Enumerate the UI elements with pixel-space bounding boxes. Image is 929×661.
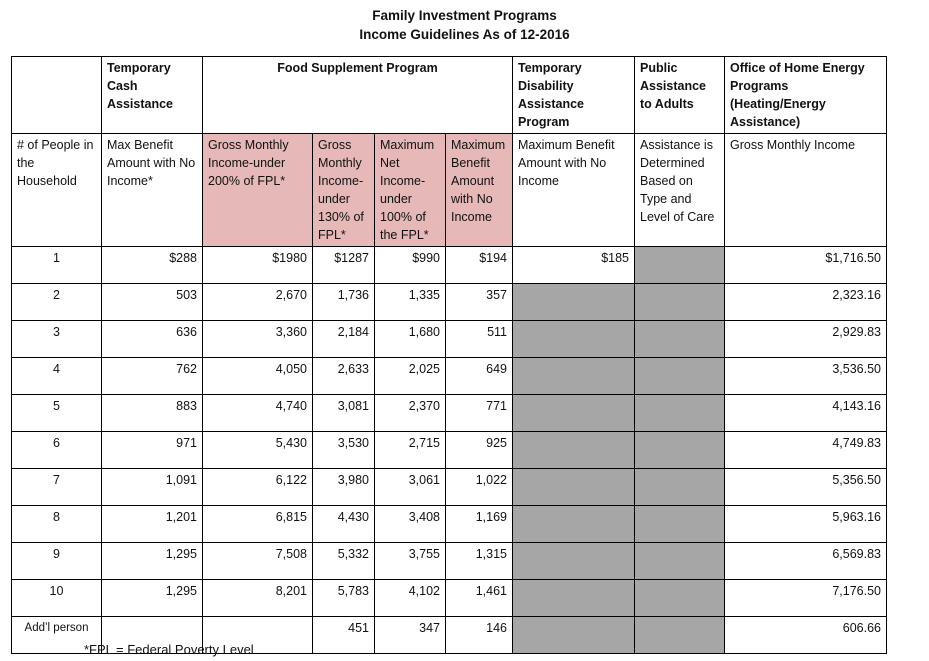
table-cell: $1980 bbox=[203, 247, 313, 284]
table-cell bbox=[513, 395, 635, 432]
table-cell: 347 bbox=[375, 617, 446, 654]
table-cell: 5,963.16 bbox=[725, 506, 887, 543]
column-header: Assistance is Determined Based on Type and Level of Care bbox=[635, 134, 725, 247]
column-header: Maximum Benefit Amount with No Income bbox=[446, 134, 513, 247]
table-cell: 511 bbox=[446, 321, 513, 358]
table-cell: 3,980 bbox=[313, 469, 375, 506]
table-cell: 1,295 bbox=[102, 543, 203, 580]
table-cell bbox=[635, 247, 725, 284]
table-cell bbox=[635, 321, 725, 358]
income-guidelines-table bbox=[11, 56, 887, 654]
column-header: Maximum Net Income-under 100% of the FPL* bbox=[375, 134, 446, 247]
table-row bbox=[12, 543, 887, 580]
table-cell: 4,430 bbox=[313, 506, 375, 543]
table-cell: 2,184 bbox=[313, 321, 375, 358]
table-cell bbox=[635, 395, 725, 432]
table-cell: 1,169 bbox=[446, 506, 513, 543]
table-cell: 7 bbox=[12, 469, 102, 506]
table-cell: 1,335 bbox=[375, 284, 446, 321]
table-cell: 4 bbox=[12, 358, 102, 395]
table-cell: 4,102 bbox=[375, 580, 446, 617]
page-subtitle: Income Guidelines As of 12-2016 bbox=[359, 27, 570, 42]
table-cell: 357 bbox=[446, 284, 513, 321]
table-cell: 1,201 bbox=[102, 506, 203, 543]
table-cell: 2,715 bbox=[375, 432, 446, 469]
table-cell: 3,530 bbox=[313, 432, 375, 469]
table-cell: 636 bbox=[102, 321, 203, 358]
table-cell: 2,929.83 bbox=[725, 321, 887, 358]
header-group-ohep: Office of Home Energy Programs (Heating/Energy Assistance) bbox=[725, 57, 887, 134]
table-cell: 606.66 bbox=[725, 617, 887, 654]
table-cell: 6,569.83 bbox=[725, 543, 887, 580]
table-cell: 883 bbox=[102, 395, 203, 432]
table-row bbox=[12, 284, 887, 321]
table-cell: 1 bbox=[12, 247, 102, 284]
table-cell: 3,536.50 bbox=[725, 358, 887, 395]
column-header: Gross Monthly Income-under 200% of FPL* bbox=[203, 134, 313, 247]
table-cell: 1,680 bbox=[375, 321, 446, 358]
table-cell: 2,633 bbox=[313, 358, 375, 395]
table-cell: 451 bbox=[313, 617, 375, 654]
table-row bbox=[12, 432, 887, 469]
table-cell bbox=[635, 432, 725, 469]
table-cell: 649 bbox=[446, 358, 513, 395]
table-cell: $990 bbox=[375, 247, 446, 284]
table-cell: 2,670 bbox=[203, 284, 313, 321]
table-cell: 2,323.16 bbox=[725, 284, 887, 321]
table-cell: 3,081 bbox=[313, 395, 375, 432]
column-header: Gross Monthly Income bbox=[725, 134, 887, 247]
table-cell bbox=[513, 469, 635, 506]
table-cell: 771 bbox=[446, 395, 513, 432]
table-cell: 762 bbox=[102, 358, 203, 395]
table-cell: 7,508 bbox=[203, 543, 313, 580]
table-cell bbox=[513, 506, 635, 543]
table-cell: 3,408 bbox=[375, 506, 446, 543]
table-cell: 1,295 bbox=[102, 580, 203, 617]
table-cell: $1287 bbox=[313, 247, 375, 284]
table-cell: 5 bbox=[12, 395, 102, 432]
table-cell: 2,370 bbox=[375, 395, 446, 432]
table-cell bbox=[635, 284, 725, 321]
table-cell: 1,736 bbox=[313, 284, 375, 321]
table-row bbox=[12, 395, 887, 432]
table-cell: Add’l person bbox=[12, 617, 102, 654]
table-cell: 5,332 bbox=[313, 543, 375, 580]
header-row-groups bbox=[12, 57, 887, 134]
table-cell bbox=[513, 284, 635, 321]
table-row bbox=[12, 321, 887, 358]
table-cell: 8 bbox=[12, 506, 102, 543]
table-cell: $194 bbox=[446, 247, 513, 284]
column-header: Maximum Benefit Amount with No Income bbox=[513, 134, 635, 247]
table-cell: 6,815 bbox=[203, 506, 313, 543]
header-group-tdap: Temporary Disability Assistance Program bbox=[513, 57, 635, 134]
table-cell: 971 bbox=[102, 432, 203, 469]
table-cell bbox=[635, 358, 725, 395]
table-cell: 1,091 bbox=[102, 469, 203, 506]
table-cell bbox=[635, 506, 725, 543]
header-group-tca: Temporary Cash Assistance bbox=[102, 57, 203, 134]
table-cell: 4,050 bbox=[203, 358, 313, 395]
table-cell: 925 bbox=[446, 432, 513, 469]
table-cell: 8,201 bbox=[203, 580, 313, 617]
column-header: Gross Monthly Income-under 130% of FPL* bbox=[313, 134, 375, 247]
table-cell: 4,143.16 bbox=[725, 395, 887, 432]
header-row-columns bbox=[12, 134, 887, 247]
table-cell: $185 bbox=[513, 247, 635, 284]
table-cell: 5,783 bbox=[313, 580, 375, 617]
table-cell: 4,749.83 bbox=[725, 432, 887, 469]
table-cell: 1,315 bbox=[446, 543, 513, 580]
header-group-fsp: Food Supplement Program bbox=[203, 57, 513, 134]
table-cell bbox=[513, 543, 635, 580]
table-cell: 1,022 bbox=[446, 469, 513, 506]
column-header: Max Benefit Amount with No Income* bbox=[102, 134, 203, 247]
table-cell: 2,025 bbox=[375, 358, 446, 395]
table-row bbox=[12, 247, 887, 284]
table-row bbox=[12, 469, 887, 506]
table-cell bbox=[513, 358, 635, 395]
table-cell: 6 bbox=[12, 432, 102, 469]
table-cell: 3,755 bbox=[375, 543, 446, 580]
table-cell: 9 bbox=[12, 543, 102, 580]
table-cell bbox=[513, 580, 635, 617]
table-cell: 146 bbox=[446, 617, 513, 654]
table-cell: 503 bbox=[102, 284, 203, 321]
table-cell: 3,061 bbox=[375, 469, 446, 506]
page-title: Family Investment Programs bbox=[372, 8, 557, 23]
table-cell bbox=[635, 543, 725, 580]
table-cell bbox=[635, 469, 725, 506]
table-row bbox=[12, 580, 887, 617]
column-header: # of People in the Household bbox=[12, 134, 102, 247]
table-row bbox=[12, 358, 887, 395]
table-cell: 4,740 bbox=[203, 395, 313, 432]
table-cell bbox=[513, 432, 635, 469]
header-group-paa: Public Assistance to Adults bbox=[635, 57, 725, 134]
table-cell: 1,461 bbox=[446, 580, 513, 617]
table-row bbox=[12, 506, 887, 543]
table-cell: 10 bbox=[12, 580, 102, 617]
table-cell bbox=[513, 617, 635, 654]
table-cell: 3,360 bbox=[203, 321, 313, 358]
footnote: *FPL = Federal Poverty Level bbox=[84, 642, 254, 657]
header-empty bbox=[12, 57, 102, 134]
table-cell: $288 bbox=[102, 247, 203, 284]
table-cell bbox=[635, 580, 725, 617]
table-cell: $1,716.50 bbox=[725, 247, 887, 284]
table-cell bbox=[635, 617, 725, 654]
table-cell: 3 bbox=[12, 321, 102, 358]
table-cell: 5,356.50 bbox=[725, 469, 887, 506]
table-cell: 5,430 bbox=[203, 432, 313, 469]
table-cell: 2 bbox=[12, 284, 102, 321]
table-cell: 6,122 bbox=[203, 469, 313, 506]
table-cell bbox=[513, 321, 635, 358]
table-cell: 7,176.50 bbox=[725, 580, 887, 617]
